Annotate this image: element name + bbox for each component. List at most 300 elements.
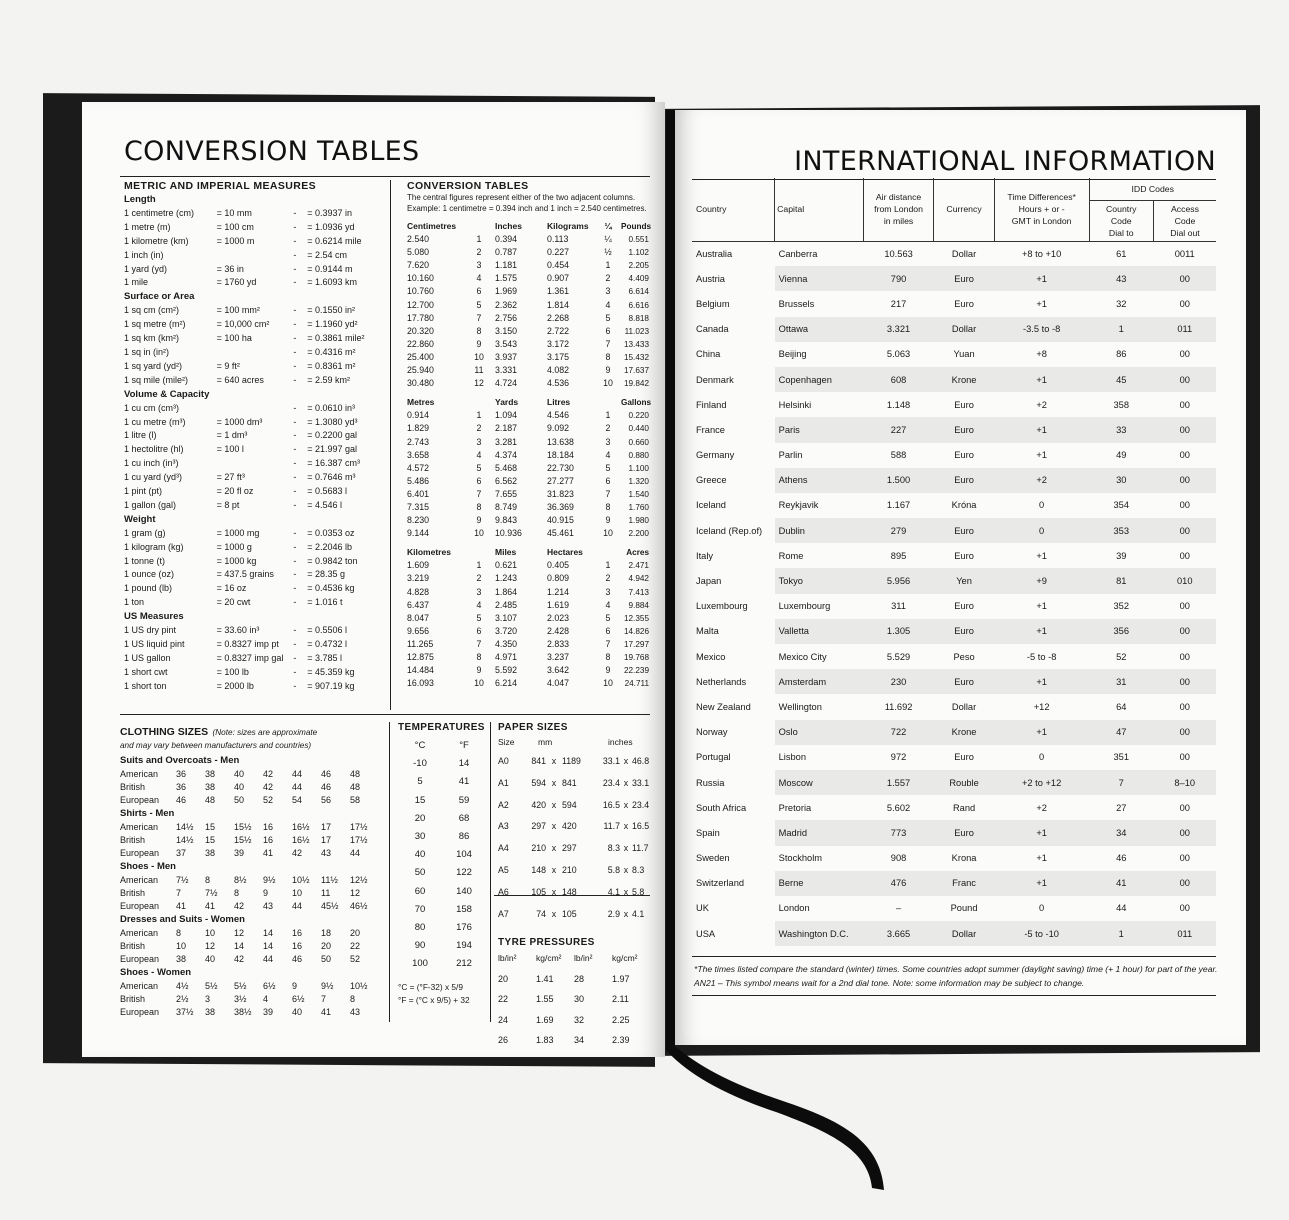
clothing-cell: 18 (321, 928, 332, 938)
conversion-cell: 2 (605, 423, 611, 434)
footnote: *The times listed compare the standard (winter) times. Some countries adopt summer (daylight saving) time (+ 1 hour) for part of the year. AN21 – This symbol means wait for a 2nd dial tone. Note: some information may be subject to change. (694, 964, 1218, 988)
conversion-cell: 5 (605, 462, 611, 473)
country-cell: Euro (954, 550, 974, 561)
paper-cell: x (623, 777, 629, 788)
country-cell: 1.148 (886, 399, 911, 410)
temp-celsius: 15 (414, 794, 426, 806)
temp-formula-c: °C = (°F-32) x 5/9 (398, 982, 463, 993)
country-cell: Rand (952, 802, 976, 813)
conversion-header-cell: Hectares (547, 547, 583, 558)
conversion-header-cell: Kilograms (547, 221, 589, 231)
measure-cell: - (293, 666, 297, 677)
country-cell: 00 (1179, 601, 1190, 612)
clothing-cell: American (120, 928, 159, 938)
temp-fahrenheit: 59 (458, 794, 470, 806)
conversion-cell: 3.281 (495, 436, 518, 447)
clothing-cell: 38 (205, 1007, 216, 1017)
measure-cell: = 1.1960 yd² (307, 319, 358, 330)
measure-cell: = 0.0353 oz (307, 527, 355, 538)
conversion-cell: 4 (605, 299, 611, 310)
tyre-row (498, 989, 658, 1010)
clothing-cell: European (120, 1007, 160, 1017)
country-cell: 722 (863, 720, 934, 745)
country-row (692, 619, 1216, 644)
measure-cell: = 4.546 l (307, 499, 342, 510)
paper-cell: x (551, 908, 557, 919)
conversion-cell: 4.374 (495, 449, 518, 460)
measure-cell: = 0.4316 m² (307, 347, 356, 358)
country-cell: 311 (891, 601, 906, 612)
country-cell: Netherlands (696, 676, 747, 687)
conversion-cell: 5.486 (407, 475, 430, 486)
conversion-cell: 3 (476, 260, 482, 271)
clothing-cell: 16½ (292, 822, 310, 832)
country-cell: 5.529 (886, 651, 911, 662)
measure-row (124, 499, 386, 513)
conversion-row (407, 364, 657, 377)
measure-cell: = 0.8327 imp pt (216, 639, 279, 650)
country-cell: Austria (696, 273, 725, 284)
clothing-cell: 8 (176, 928, 182, 938)
country-cell: Canada (696, 324, 729, 335)
country-cell: 81 (1089, 568, 1153, 593)
conversion-cell: 7.413 (628, 587, 649, 597)
conversion-cell: 10.760 (407, 286, 434, 297)
conversion-cell: 2.023 (547, 612, 570, 623)
country-cell: 1 (1089, 921, 1153, 946)
measure-cell: 1 mile (124, 277, 149, 288)
temperature-row (398, 864, 490, 882)
clothing-cell: 10 (205, 928, 216, 938)
conversion-cell: 19.768 (623, 653, 649, 662)
clothing-cell: 4½ (176, 981, 189, 991)
paper-cell: 11.7 (603, 821, 620, 832)
conversion-intro-1: The central figures represent either of the two adjacent columns. (407, 193, 636, 202)
conversion-row (407, 462, 657, 475)
temperature-row (398, 883, 490, 901)
measure-row (124, 249, 386, 263)
country-cell: 30 (1089, 468, 1153, 493)
temp-fahrenheit: 194 (456, 940, 472, 952)
conversion-cell: 0.621 (495, 560, 518, 571)
conversion-row (407, 488, 657, 501)
clothing-cell: 37½ (176, 1007, 194, 1017)
column-divider (390, 180, 391, 710)
clothing-cell: 42 (263, 782, 274, 792)
conversion-cell: 1 (605, 560, 611, 571)
measure-cell: = 1000 kg (216, 555, 257, 566)
conversion-cell: 1.181 (495, 260, 518, 271)
tyre-cell: 20 (498, 973, 509, 984)
country-cell: +1 (994, 266, 1089, 291)
country-cell: Madrid (775, 820, 864, 845)
conversion-row (407, 299, 657, 312)
country-cell: +1 (1036, 550, 1047, 561)
conversion-cell: 1 (476, 560, 482, 571)
conversion-row (407, 599, 657, 612)
conversion-cell: 9 (605, 365, 611, 376)
country-row (692, 921, 1216, 946)
conversion-cell: 6 (476, 475, 482, 486)
clothing-cell: European (120, 901, 160, 911)
page-title: CONVERSION TABLES (124, 136, 420, 167)
country-cell: France (696, 424, 725, 435)
measure-cell: - (293, 569, 297, 580)
country-cell: 46 (1116, 853, 1127, 864)
clothing-cell: 39 (263, 1007, 274, 1017)
country-cell: Luxembourg (696, 601, 748, 612)
measure-row (124, 318, 386, 332)
conversion-cell: 22.239 (623, 666, 649, 676)
country-row (692, 317, 1216, 342)
measure-cell: = 3.785 l (307, 652, 342, 663)
header-air-distance: Air distance from London in miles (863, 178, 934, 241)
clothing-note: (Note: sizes are approximate (212, 728, 318, 737)
country-row (692, 291, 1216, 316)
measure-cell: = 1.016 t (307, 597, 343, 608)
conversion-cell: 4.724 (495, 378, 518, 389)
conversion-header-cell: Metres (407, 397, 435, 408)
paper-cell: 420 (531, 799, 546, 810)
country-cell: Pretoria (778, 802, 812, 813)
clothing-cell: 17 (321, 835, 332, 845)
temp-fahrenheit: 122 (456, 867, 472, 879)
conversion-header-cell: Pounds (621, 222, 652, 231)
country-cell: Belgium (696, 298, 730, 309)
clothing-cell: 14½ (176, 822, 194, 832)
measure-cell: = 100 ha (216, 333, 252, 344)
country-cell: Euro (934, 266, 994, 291)
measure-cell: - (293, 416, 297, 427)
paper-cell: x (623, 908, 629, 919)
conversion-cell: 13.638 (547, 436, 574, 447)
conversion-cell: 45.461 (547, 528, 574, 539)
country-cell: Euro (934, 518, 994, 543)
measure-cell: - (293, 652, 297, 663)
country-cell: Oslo (775, 720, 864, 745)
measure-cell: = 8 pt (216, 499, 240, 510)
section-rule (120, 714, 650, 715)
conversion-row (407, 422, 657, 435)
country-cell: +1 (994, 619, 1089, 644)
title-rule (120, 176, 650, 177)
country-cell: 00 (1179, 298, 1190, 309)
measure-row (124, 471, 386, 485)
paper-cell: A7 (498, 908, 509, 919)
country-cell: 5.956 (863, 568, 934, 593)
conversion-cell: 2.362 (495, 299, 518, 310)
clothing-cell: 14 (234, 941, 245, 951)
paper-size-row (498, 773, 658, 795)
measure-cell: 1 short cwt (124, 666, 168, 677)
country-cell: 7 (1089, 770, 1153, 795)
conversion-cell: 2 (476, 247, 482, 258)
clothing-cell: 50 (321, 954, 332, 964)
conversion-cell: 7.620 (407, 260, 430, 271)
paper-cell: 594 (531, 777, 546, 788)
paper-cell: A2 (498, 799, 509, 810)
clothing-cell: 3 (205, 994, 211, 1004)
conversion-cell: 1 (605, 260, 611, 271)
clothing-cell: 16 (292, 928, 303, 938)
clothing-cell: 7½ (205, 888, 218, 898)
country-cell: 354 (1113, 500, 1129, 511)
tyre-cell: 1.97 (612, 973, 630, 984)
tyre-cell: 2.25 (612, 1014, 630, 1025)
country-cell: 1.167 (886, 500, 911, 511)
country-cell: China (696, 349, 721, 360)
tyre-header-cell: kg/cm² (612, 953, 638, 964)
country-cell: Tokyo (775, 568, 864, 593)
temp-celsius: 60 (414, 885, 426, 897)
clothing-cell: 6½ (292, 994, 305, 1004)
measure-cell (217, 346, 294, 360)
conversion-cell: 1 (605, 410, 611, 421)
clothing-cell: 8 (234, 888, 240, 898)
country-cell: UK (696, 903, 709, 914)
clothing-cell: 41 (205, 901, 216, 911)
column-divider (389, 722, 390, 1022)
conversion-cell: 6 (605, 475, 611, 486)
country-cell: +1 (994, 720, 1089, 745)
temperature-row (398, 955, 490, 973)
measure-cell: 1 centimetre (cm) (124, 208, 195, 218)
conversion-cell: 8 (476, 325, 482, 336)
country-cell: +2 to +12 (994, 770, 1089, 795)
country-row (692, 795, 1216, 820)
clothing-cell: 42 (234, 954, 245, 964)
clothing-row (120, 927, 384, 940)
conversion-cell: 17.780 (407, 312, 434, 323)
country-cell: Krone (934, 367, 994, 392)
clothing-row (120, 821, 384, 834)
clothing-cell: 10 (176, 941, 187, 951)
country-cell: Yuan (953, 349, 975, 360)
clothing-cell: 44 (292, 782, 303, 792)
paper-cell: 46.8 (632, 756, 650, 766)
country-cell: Peso (953, 651, 975, 662)
conversion-cell: 1.361 (547, 286, 570, 297)
measure-cell: 1 inch (in) (124, 249, 164, 260)
country-cell: Vienna (775, 266, 864, 291)
conversion-cell: 0.787 (495, 247, 518, 258)
clothing-cell: 2½ (176, 994, 189, 1004)
clothing-row (120, 993, 384, 1006)
clothing-cell: 38 (205, 848, 216, 858)
conversion-header-row (407, 546, 657, 559)
conversion-header-cell: Kilometres (407, 547, 451, 558)
conversion-row (407, 259, 657, 272)
paper-cell: x (551, 756, 557, 766)
paper-cell: 210 (531, 843, 546, 854)
country-cell: 11.692 (884, 701, 913, 712)
paper-cell: 210 (562, 864, 577, 875)
paper-cell: x (551, 843, 557, 854)
conversion-cell: 7 (476, 312, 482, 323)
conversion-cell: 3.642 (547, 665, 570, 676)
clothing-cell: 46 (321, 782, 332, 792)
conversion-header-cell: Acres (626, 548, 649, 558)
conversion-cell: 1.214 (547, 586, 570, 597)
clothing-cell: 14 (263, 941, 274, 951)
tyre-cell: 30 (574, 994, 585, 1005)
conversion-cell: 1.320 (628, 476, 649, 486)
clothing-group-heading: Dresses and Suits - Women (120, 914, 245, 925)
clothing-cell: 40 (292, 1007, 303, 1017)
conversion-cell: 2.833 (547, 638, 570, 649)
country-cell: South Africa (696, 802, 747, 813)
measure-cell: 1 yard (yd) (124, 263, 168, 274)
conversion-cell: 1.619 (547, 599, 570, 610)
tyre-row (498, 1010, 658, 1031)
clothing-row (120, 940, 384, 953)
country-cell: Sweden (696, 853, 730, 864)
country-cell: 52 (1116, 651, 1127, 662)
conversion-cell: 1.102 (628, 248, 649, 258)
country-cell: 353 (1089, 518, 1153, 543)
paper-sizes (498, 722, 658, 1051)
measure-cell: - (293, 527, 297, 538)
conversion-cell: 0.454 (547, 260, 570, 271)
measure-cell: = 100 l (216, 444, 244, 455)
paper-size-row (498, 904, 658, 926)
country-cell: Japan (696, 576, 722, 587)
conversion-cell: 8.047 (407, 612, 430, 623)
conversion-cell: 14.826 (623, 626, 649, 636)
measure-cell: 1 cu cm (cm³) (124, 402, 179, 413)
clothing-cell: 50 (234, 795, 245, 805)
temperature-row (398, 773, 490, 791)
country-cell: +8 (1036, 349, 1047, 360)
paper-heading: PAPER SIZES (498, 722, 568, 733)
page-title: INTERNATIONAL INFORMATION (794, 146, 1216, 177)
measure-cell: 1 sq in (in²) (124, 347, 170, 358)
conversion-block (407, 220, 657, 390)
header-country-code: Country Code Dial to (1089, 200, 1153, 241)
temp-fahrenheit: 41 (458, 776, 470, 788)
clothing-cell: European (120, 954, 160, 964)
paper-cell: 33.1 (602, 756, 620, 766)
ribbon-bookmark (666, 110, 675, 1050)
paper-cell: 11.7 (632, 843, 649, 854)
measure-cell: = 1000 m (216, 235, 255, 246)
country-cell: 49 (1116, 450, 1127, 461)
clothing-cell: 42 (292, 848, 303, 858)
measure-cell: = 907.19 kg (307, 680, 355, 691)
measure-cell: = 100 mm² (216, 305, 260, 316)
paper-cell: 4.1 (607, 886, 620, 897)
country-cell: Euro (954, 601, 974, 612)
country-cell: 00 (1179, 853, 1190, 864)
tyre-cell: 28 (574, 973, 585, 984)
country-row (692, 468, 1216, 493)
conversion-row (407, 246, 657, 259)
country-cell: Switzerland (696, 878, 745, 889)
paper-cell: A3 (498, 821, 509, 832)
clothing-cell: 42 (263, 769, 274, 779)
temp-fahrenheit: 140 (456, 885, 472, 897)
clothing-cell: 58 (350, 795, 361, 805)
conversion-cell: 2.428 (547, 625, 570, 636)
country-row (692, 568, 1216, 593)
measure-cell: = 36 in (216, 263, 244, 274)
clothing-cell: American (120, 875, 159, 885)
country-cell: 356 (1089, 619, 1153, 644)
country-cell: 279 (863, 518, 934, 543)
country-cell: 41 (1089, 871, 1153, 896)
measure-section-heading: Volume & Capacity (124, 388, 210, 400)
measure-row (124, 541, 386, 555)
measure-cell: = 0.5683 l (307, 486, 348, 497)
measure-cell: 1 metre (m) (124, 221, 171, 232)
clothing-cell: 39 (234, 848, 245, 858)
conversion-cell: 4 (476, 273, 482, 284)
paper-cell: A4 (498, 843, 509, 854)
paper-cell: 420 (562, 821, 577, 832)
conversion-cell: 9.843 (495, 515, 518, 526)
clothing-cell: 40 (234, 769, 245, 779)
conversion-row (407, 377, 657, 390)
conversion-row (407, 559, 657, 572)
paper-cell: x (623, 864, 629, 875)
country-row (692, 694, 1216, 719)
measure-cell: - (293, 486, 297, 497)
measure-row (124, 582, 386, 596)
measure-cell: = 100 cm (216, 221, 254, 232)
clothing-cell: 46 (292, 954, 303, 964)
measure-cell: = 0.4536 kg (307, 583, 355, 594)
paper-cell: 148 (562, 886, 577, 897)
measure-cell: 1 sq cm (cm²) (124, 305, 179, 316)
measures-heading: METRIC AND IMPERIAL MEASURES (124, 180, 317, 192)
country-cell: 972 (890, 752, 907, 763)
measure-cell: - (293, 277, 297, 288)
conversion-cell: 7 (605, 338, 611, 349)
measure-cell: = 16 oz (216, 583, 247, 594)
conversion-row (407, 651, 657, 664)
country-row (692, 367, 1216, 392)
conversion-cell: 1.760 (628, 502, 649, 512)
conversion-row (407, 638, 657, 651)
country-row (692, 770, 1216, 795)
country-cell: Wellington (778, 701, 822, 712)
country-row (692, 342, 1216, 367)
country-cell: Iceland (696, 500, 726, 511)
conversion-cell: 6 (605, 325, 611, 336)
clothing-cell: 12½ (350, 875, 368, 885)
conversion-header-cell: Litres (547, 397, 571, 408)
paper-cell: 4.1 (632, 908, 645, 919)
measure-cell: - (293, 583, 297, 594)
conversion-cell: 12.875 (407, 652, 434, 662)
conversion-cell: 11.265 (407, 638, 434, 649)
measure-cell: 1 litre (l) (124, 430, 157, 441)
conversion-cell: 4.047 (547, 678, 570, 689)
country-cell: Parlin (778, 450, 803, 461)
measure-cell: = 9 ft² (216, 360, 240, 371)
conversion-cell: 1.829 (407, 423, 430, 434)
country-cell: Rome (778, 550, 804, 561)
country-cell: Greece (696, 475, 727, 486)
conversion-cell: 4 (476, 449, 482, 460)
conversion-cell: 3.720 (495, 625, 518, 636)
country-cell: 011 (1153, 921, 1216, 946)
country-cell: 39 (1116, 550, 1127, 561)
header-access-code: Access Code Dial out (1153, 200, 1216, 241)
conversion-cell: 0.551 (628, 235, 649, 245)
conversion-cell: 6.214 (495, 678, 518, 689)
clothing-cell: 44 (292, 901, 303, 911)
